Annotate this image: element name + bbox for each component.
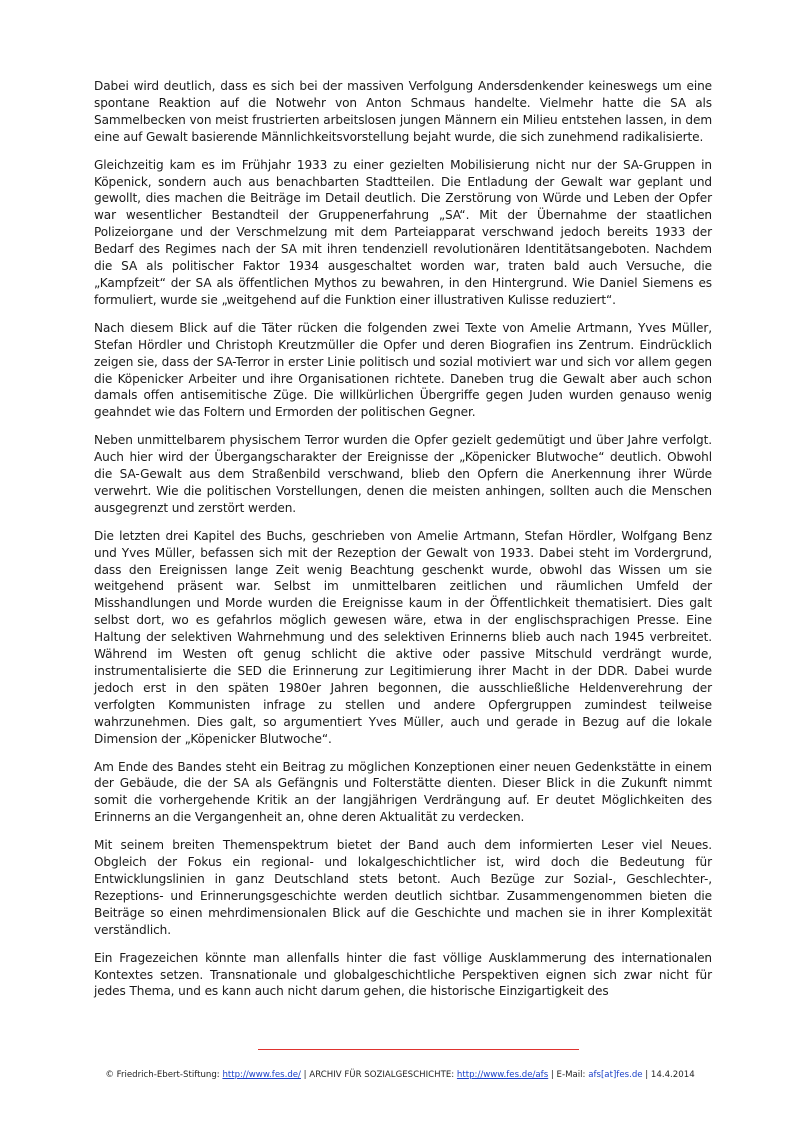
- paragraph-7: Mit seinem breiten Themenspektrum bietet der Band auch dem informierten Leser viel Neues. Obgleich der Fokus ein regional- und lokalgeschichtlicher ist, wird doch die Bedeutung für Entwicklungslinien in ganz Deutschland stets betont. Auch Bezüge zur Sozial-, Geschlechter-, Rezeptions- und Erinnerungsgeschichte werden deutlich sichtbar. Zusammengenommen bieten die Beiträge so einen mehrdimensionalen Blick auf die Geschichte und machen sie in ihrer Komplexität verständlich.: [94, 838, 712, 937]
- paragraph-8: Ein Fragezeichen könnte man allenfalls hinter die fast völlige Ausklammerung des internationalen Kontextes setzen. Transnationale und globalgeschichtliche Perspektiven eignen sich zwar nicht für jedes Thema, und es kann auch nicht darum gehen, die historische Einzigartigkeit des: [94, 950, 712, 999]
- afs-link[interactable]: http://www.fes.de/afs: [456, 1070, 549, 1080]
- paragraph-1: Dabei wird deutlich, dass es sich bei der massiven Verfolgung Andersdenkender keineswegs um eine spontane Reaktion auf die Notwehr von Anton Schmaus handelte. Vielmehr hatte die SA als Sammelbecken von meist frustrierten arbeitslosen jungen Männern ein Milieu entstehen lassen, in dem eine auf Gewalt basierende Männlichkeitsvorstellung bejaht wurde, die sich zunehmend radikalisierte.: [94, 79, 712, 144]
- review-body: [94, 78, 712, 1011]
- paragraph-2: Gleichzeitig kam es im Frühjahr 1933 zu einer gezielten Mobilisierung nicht nur der SA-Gruppen in Köpenick, sondern auch aus benachbarten Stadtteilen. Die Entladung der Gewalt war geplant und gewollt, dies machen die Beiträge im Detail deutlich. Die Zerstörung von Würde und Leben der Opfer war wesentlicher Bestandteil der Gruppenerfahrung „SA“. Mit der Übernahme der staatlichen Polizeiorgane und der Verschmelzung mit dem Parteiapparat verschwand jedoch bereits 1933 der Bedarf des Regimes nach der SA mit ihren tendenziell revolutionären Identitätsangeboten. Nachdem die SA als politischer Faktor 1934 ausgeschaltet worden war, traten bald auch Versuche, die „Kampfzeit“ der SA als öffentlichen Mythos zu bewahren, in den Hintergrund. Wie Daniel Siemens es formuliert, wurde sie „weitgehend auf die Funktion einer illustrativen Kulisse reduziert“.: [94, 157, 712, 307]
- footer-divider: [258, 1049, 579, 1050]
- paragraph-5: Die letzten drei Kapitel des Buchs, geschrieben von Amelie Artmann, Stefan Hördler, Wolfgang Benz und Yves Müller, befassen sich mit der Rezeption der Gewalt von 1933. Dabei steht im Vordergrund, dass den Ereignissen lange Zeit wenig Beachtung geschenkt wurde, obwohl das Wissen um sie weitgehend präsent war. Selbst im unmittelbaren zeitlichen und räumlichen Umfeld der Misshandlungen und Morde wurden die Ereignisse kaum in der Öffentlichkeit thematisiert. Dies galt selbst dort, wo es gefahrlos möglich gewesen wäre, etwa in der englischsprachigen Presse. Eine Haltung der selektiven Wahrnehmung und des selektiven Erinnerns blieb auch nach 1945 verbreitet. Während im Westen oft genug schlicht die aktive oder passive Mitschuld verdrängt wurde, instrumentalisierte die SED die Erinnerung zur Legitimierung ihrer Macht in der DDR. Dabei wurde jedoch erst in den späten 1980er Jahren begonnen, die ausschließliche Heldenverehrung der verfolgten Kommunisten infrage zu stellen und andere Opfergruppen zumindest teilweise wahrzunehmen. Dies galt, so argumentiert Yves Müller, auch und gerade in Bezug auf die lokale Dimension der „Köpenicker Blutwoche“.: [94, 528, 712, 746]
- footer-email: afs[at]fes.de: [588, 1070, 643, 1080]
- paragraph-3: Nach diesem Blick auf die Täter rücken die folgenden zwei Texte von Amelie Artmann, Yves Müller, Stefan Hördler und Christoph Kreutzmüller die Opfer und deren Biografien ins Zentrum. Eindrücklich zeigen sie, dass der SA-Terror in erster Linie politisch und sozial motiviert war und sich vor allem gegen die Köpenicker Arbeiter und ihre Organisationen richtete. Daneben trug die Gewalt aber auch schon damals offen antisemitische Züge. Die willkürlichen Übergriffe gegen Juden wurden genauso wenig geahndet wie das Foltern und Ermorden der politischen Gegner.: [94, 320, 712, 420]
- footer-email-label: | E-Mail:: [548, 1070, 589, 1080]
- footer-archive-label: | ARCHIV FÜR SOZIALGESCHICHTE:: [300, 1070, 457, 1080]
- fes-link[interactable]: http://www.fes.de/: [222, 1070, 301, 1080]
- page-footer: [0, 1069, 800, 1081]
- footer-copyright: © Friedrich-Ebert-Stiftung:: [105, 1070, 223, 1080]
- footer-date: | 14.4.2014: [642, 1070, 695, 1080]
- paragraph-4: Neben unmittelbarem physischem Terror wurden die Opfer gezielt gedemütigt und über Jahre verfolgt. Auch hier wird der Übergangscharakter der Ereignisse der „Köpenicker Blutwoche“ deutlich. Obwohl die SA-Gewalt aus dem Straßenbild verschwand, blieb den Opfern die Anerkennung ihrer Würde verwehrt. Wie die politischen Vorstellungen, denen die meisten anhingen, sollten auch die Menschen ausgegrenzt und zerstört werden.: [94, 433, 712, 515]
- paragraph-6: Am Ende des Bandes steht ein Beitrag zu möglichen Konzeptionen einer neuen Gedenkstätte in einem der Gebäude, die der SA als Gefängnis und Folterstätte dienten. Dieser Blick in die Zukunft nimmt somit die vorhergehende Kritik an der langjährigen Verdrängung auf. Er deutet Möglichkeiten des Erinnerns an die Vergangenheit an, ohne deren Aktualität zu verdecken.: [94, 759, 712, 825]
